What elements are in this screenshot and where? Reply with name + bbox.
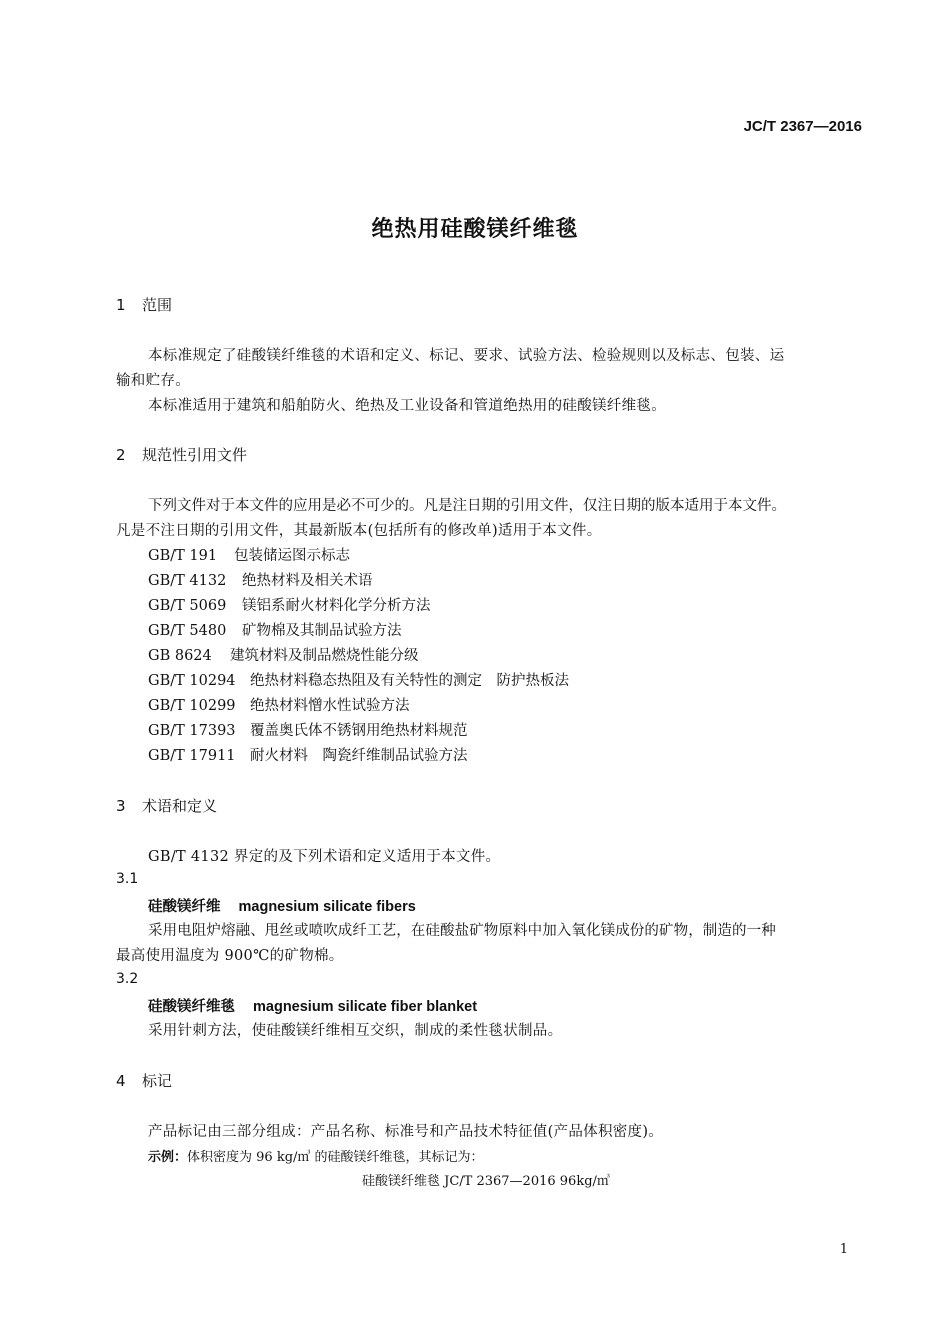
term-english: magnesium silicate fiber blanket xyxy=(253,999,478,1015)
section-title: 规范性引用文件 xyxy=(142,446,248,464)
section-number: 4 xyxy=(116,1072,126,1090)
reference-title: 包装储运图示标志 xyxy=(234,548,350,564)
section-title: 标记 xyxy=(142,1072,173,1090)
reference-title: 绝热材料稳态热阻及有关特性的测定 防护热板法 xyxy=(250,673,569,689)
section-number: 1 xyxy=(116,296,126,314)
section-1-heading xyxy=(116,294,172,315)
reference-code: GB/T 17393 xyxy=(148,723,236,739)
reference-code: GB/T 5069 xyxy=(148,598,227,614)
reference-title: 绝热材料及相关术语 xyxy=(242,573,373,589)
reference-item xyxy=(148,719,468,740)
reference-code: GB/T 5480 xyxy=(148,623,227,639)
term-heading xyxy=(148,995,477,1016)
reference-title: 绝热材料憎水性试验方法 xyxy=(250,698,410,714)
document-title: 绝热用硅酸镁纤维毯 xyxy=(371,217,579,242)
section-title: 术语和定义 xyxy=(142,797,218,815)
standard-number: JC/T 2367—2016 xyxy=(743,118,862,135)
example-text: 体积密度为 96 kg/㎥ 的硅酸镁纤维毯，其标记为： xyxy=(187,1150,484,1165)
term-chinese: 硅酸镁纤维 xyxy=(148,899,221,915)
section-2-intro-line1: 下列文件对于本文件的应用是必不可少的。凡是注日期的引用文件，仅注日期的版本适用于本文件。 xyxy=(148,498,786,514)
section-number: 2 xyxy=(116,446,126,464)
section-1-para1-line2: 输和贮存。 xyxy=(116,373,190,389)
term-definition-line2: 最高使用温度为 900℃的矿物棉。 xyxy=(116,948,344,964)
page-number: 1 xyxy=(839,1242,848,1257)
reference-title: 耐火材料 陶瓷纤维制品试验方法 xyxy=(250,748,468,764)
term-chinese: 硅酸镁纤维毯 xyxy=(148,999,235,1015)
example-label: 示例： xyxy=(148,1150,188,1165)
reference-item xyxy=(148,644,419,665)
section-2-heading xyxy=(116,444,247,465)
reference-item xyxy=(148,544,350,565)
section-1-para2: 本标准适用于建筑和船舶防火、绝热及工业设备和管道绝热用的硅酸镁纤维毯。 xyxy=(148,398,666,414)
reference-item xyxy=(148,569,373,590)
term-heading xyxy=(148,895,416,916)
reference-code: GB/T 10299 xyxy=(148,698,236,714)
reference-title: 镁铝系耐火材料化学分析方法 xyxy=(242,598,431,614)
section-title: 范围 xyxy=(142,296,173,314)
term-number: 3.1 xyxy=(116,871,139,887)
reference-code: GB/T 191 xyxy=(148,548,218,564)
reference-code: GB/T 17911 xyxy=(148,748,236,764)
term-definition-line1: 采用电阻炉熔融、甩丝或喷吹成纤工艺，在硅酸盐矿物原料中加入氧化镁成份的矿物，制造的一种 xyxy=(148,923,776,939)
section-2-intro-line2: 凡是不注日期的引用文件，其最新版本(包括所有的修改单)适用于本文件。 xyxy=(116,523,602,539)
section-3-intro: GB/T 4132 界定的及下列术语和定义适用于本文件。 xyxy=(148,849,501,865)
section-4-heading xyxy=(116,1070,172,1091)
reference-code: GB 8624 xyxy=(148,648,212,664)
term-number: 3.2 xyxy=(116,971,139,987)
example xyxy=(148,1146,484,1165)
reference-title: 建筑材料及制品燃烧性能分级 xyxy=(230,648,419,664)
section-3-heading xyxy=(116,795,217,816)
term-english: magnesium silicate fibers xyxy=(238,899,416,915)
reference-item xyxy=(148,669,569,690)
section-4-para: 产品标记由三部分组成：产品名称、标准号和产品技术特征值(产品体积密度)。 xyxy=(148,1124,664,1140)
reference-item xyxy=(148,594,431,615)
term-definition-line1: 采用针刺方法，使硅酸镁纤维相互交织，制成的柔性毯状制品。 xyxy=(148,1023,563,1039)
reference-item xyxy=(148,619,402,640)
product-marking: 硅酸镁纤维毯 JC/T 2367—2016 96kg/㎥ xyxy=(362,1174,610,1189)
reference-code: GB/T 10294 xyxy=(148,673,236,689)
section-1-para1-line1: 本标准规定了硅酸镁纤维毯的术语和定义、标记、要求、试验方法、检验规则以及标志、包装、运 xyxy=(148,348,785,364)
reference-code: GB/T 4132 xyxy=(148,573,227,589)
reference-title: 矿物棉及其制品试验方法 xyxy=(242,623,402,639)
reference-item xyxy=(148,694,410,715)
section-number: 3 xyxy=(116,797,126,815)
reference-title: 覆盖奥氏体不锈钢用绝热材料规范 xyxy=(250,723,468,739)
reference-item xyxy=(148,744,468,765)
